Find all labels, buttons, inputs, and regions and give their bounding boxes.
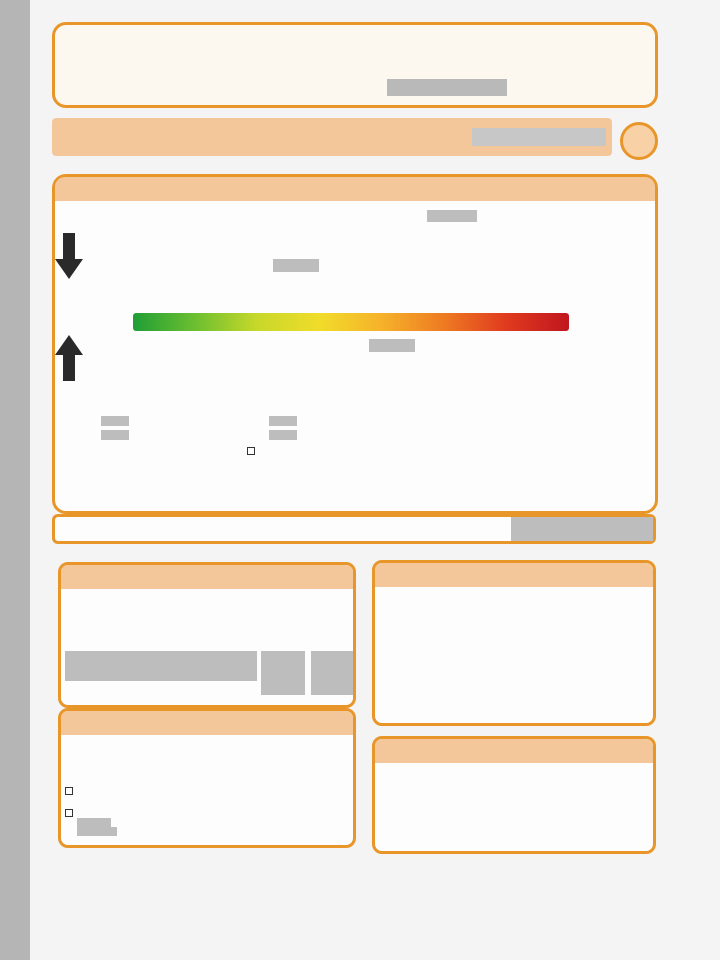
primary-energy-arrow-icon [55,335,83,381]
option-2-pct-field[interactable] [77,818,111,827]
measures-header [61,711,353,735]
final-energy-bar [52,514,656,544]
end-energy-value [273,259,319,272]
measures-option-2[interactable] [65,809,345,837]
ghg-value [427,210,477,222]
title-box [52,22,658,108]
ist-primary-value [101,416,129,426]
comparison-panel [372,560,656,726]
primary-row [61,415,351,429]
anf-primary-value [269,416,297,426]
option-2-pflicht-field[interactable] [77,827,117,836]
registration-number [472,128,606,146]
energy-gradient-bar [133,313,569,331]
envelope-row [61,429,351,443]
measures-option-1[interactable] [65,787,345,796]
page-edge-shadow [0,0,30,960]
renewables-header [61,565,353,589]
art-field[interactable] [65,651,257,681]
issue-date [387,79,507,96]
pflicht-field[interactable] [311,651,353,695]
summer-row [61,443,351,457]
page-number-badge [620,122,658,160]
end-energy-arrow-icon [55,233,83,279]
measures-panel [58,708,356,848]
deckung-field[interactable] [261,651,305,695]
energy-demand-header [55,177,655,201]
comparison-header [375,563,653,587]
explanations-panel [372,736,656,854]
comparison-scale [401,607,627,617]
summer-checkbox[interactable] [247,445,259,456]
primary-energy-value [369,339,415,352]
registration-bar [52,118,612,156]
energy-demand-box [52,174,658,514]
explanations-header [375,739,653,763]
anf-envelope-value [269,430,297,440]
ist-envelope-value [101,430,129,440]
requirements-section [61,409,351,457]
renewables-panel [58,562,356,708]
energy-class-scale [133,277,569,293]
final-energy-value [511,517,653,541]
